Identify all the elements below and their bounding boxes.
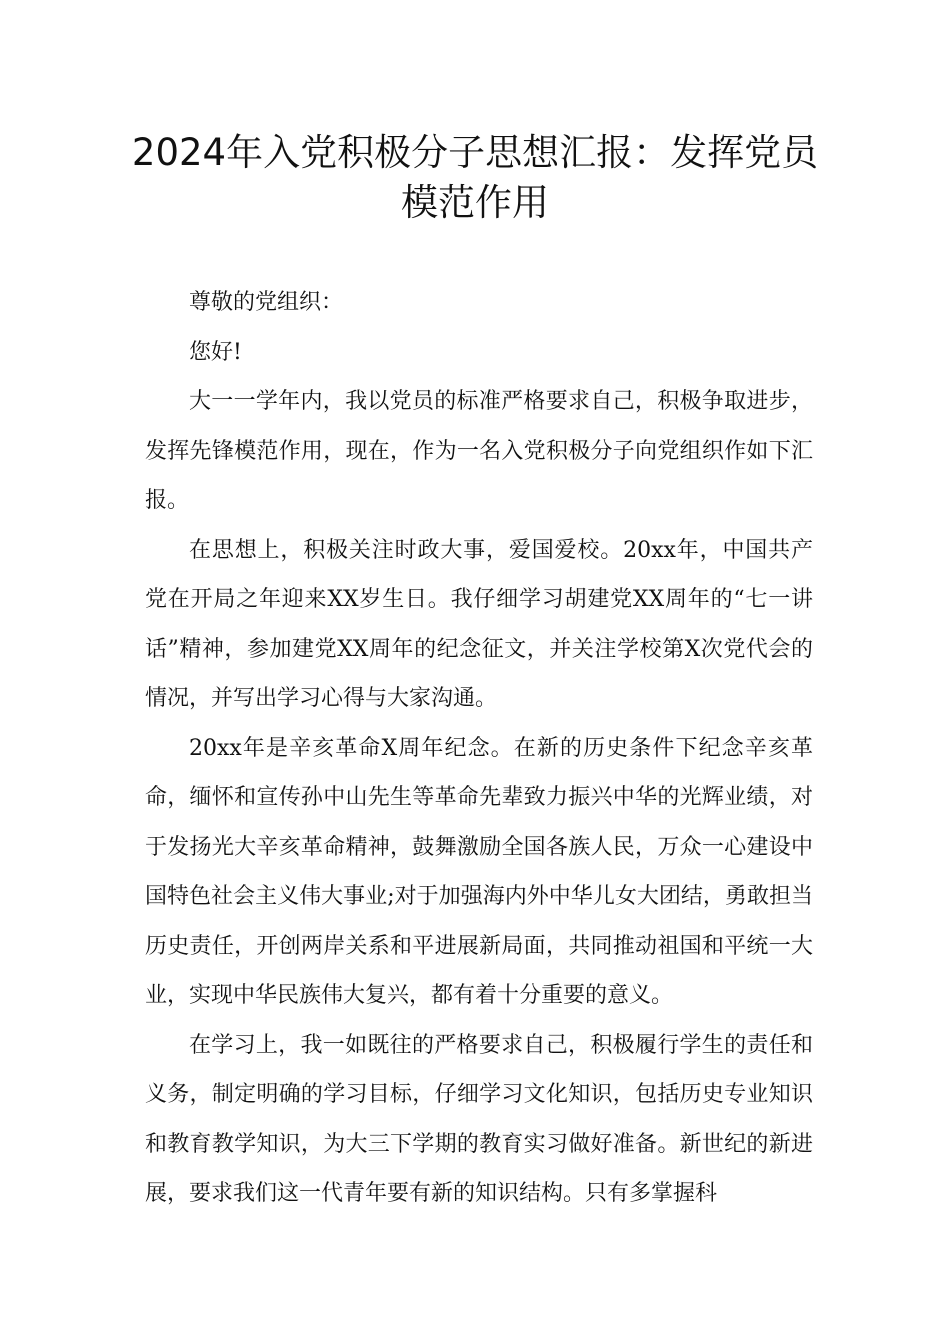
paragraph-3: 20xx年是辛亥革命X周年纪念。在新的历史条件下纪念辛亥革命，缅怀和宣传孙中山先生等革命先辈致力振兴中华的光辉业绩，对于发扬光大辛亥革命精神，鼓舞激励全国各族人民，万众一心建设中国特色社会主义伟大事业;对于加强海内外中华儿女大团结，勇敢担当历史责任，开创两岸关系和平进展新局面，共同推动祖国和平统一大业，实现中华民族伟大复兴，都有着十分重要的意义。: [145, 735, 813, 1008]
salutation: 尊敬的党组织：: [189, 290, 344, 315]
paragraph-4: 在学习上，我一如既往的严格要求自己，积极履行学生的责任和义务，制定明确的学习目标，仔细学习文化知识，包括历史专业知识和教育教学知识，为大三下学期的教育实习做好准备。新世纪的新进展，要求我们这一代青年要有新的知识结构。只有多掌握科: [145, 1032, 813, 1206]
greeting: 您好!: [189, 339, 242, 365]
document-title: 2024年入党积极分子思想汇报：发挥党员模范作用: [131, 131, 819, 224]
paragraph-2: 在思想上，积极关注时政大事，爱国爱校。20xx年，中国共产党在开局之年迎来XX岁生日。我仔细学习胡建党XX周年的“七一讲话”精神，参加建党XX周年的纪念征文，并关注学校第X次党代会的情况，并写出学习心得与大家沟通。: [145, 537, 813, 711]
paragraph-1: 大一一学年内，我以党员的标准严格要求自己，积极争取进步，发挥先锋模范作用，现在，作为一名入党积极分子向党组织作如下汇报。: [145, 389, 813, 513]
document-body: [145, 278, 813, 1219]
